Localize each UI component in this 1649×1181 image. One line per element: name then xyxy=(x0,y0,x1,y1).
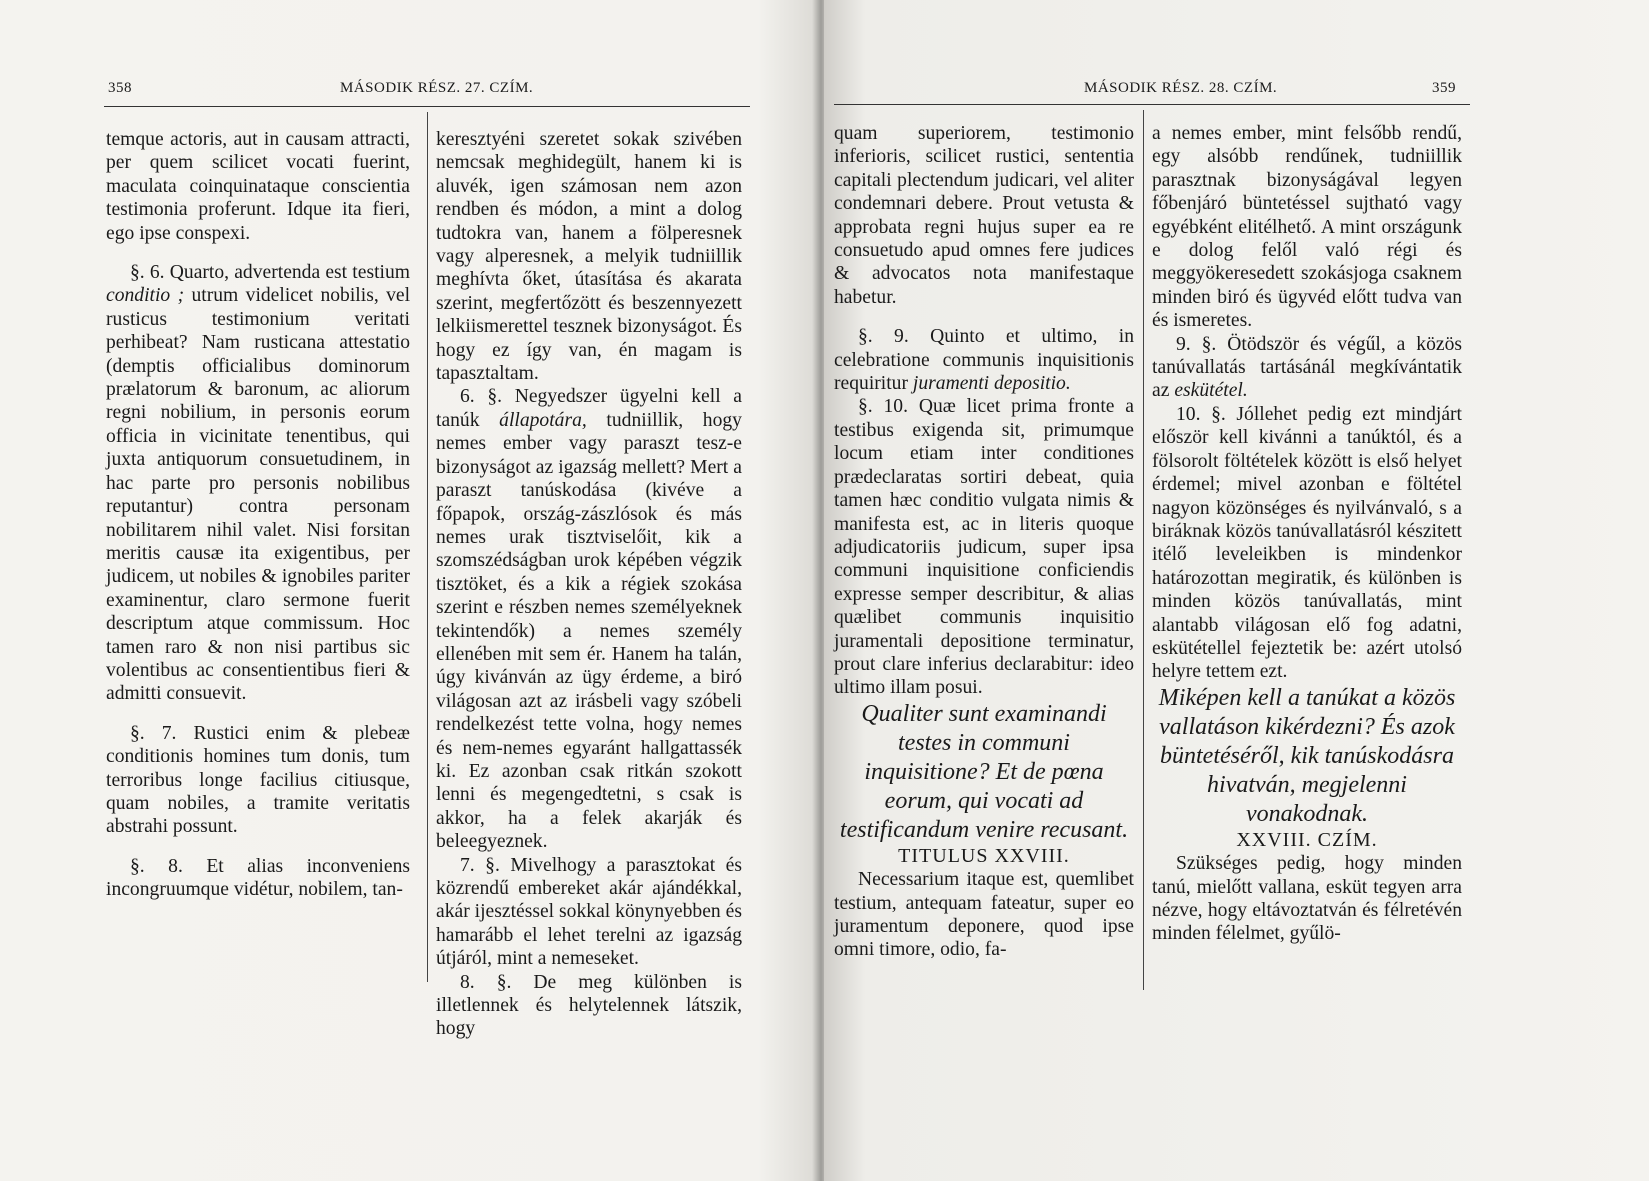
paragraph: Necessarium itaque est, quemlibet testium, antequam fateatur, super eo juramentum deponere, quod ipse omni timore, odio, fa- xyxy=(834,869,1134,961)
page-number: 359 xyxy=(1432,80,1456,96)
latin-column xyxy=(834,122,1134,962)
column-divider xyxy=(427,112,428,982)
chapter-heading: TITULUS XXVIII. xyxy=(898,844,1070,867)
paragraph: keresztyéni szeretet sokak szivében nemcsak meghidegült, hanem ki is aluvék, igen számosan nem azon rendben és módon, a mint a dolog tudtokra van, hanem a fölperesnek vagy alperesnek, a melyik tudniillik meghívta őket, útasítása és akarata szerint, megfertőzött és beszennyezett lelkiismerettel tesznek bizonyságot. És hogy ez így van, én magam is tapasztaltam. xyxy=(436,129,742,385)
section-title: Qualiter sunt examinandi testes in communi inquisitione? Et de pœna eorum, qui vocati ad testificandum venire recusant. xyxy=(839,700,1129,843)
hungarian-column xyxy=(436,128,742,1041)
latin-column xyxy=(106,128,410,902)
section-title: Miképen kell a tanúkat a közös vallatáson kikérdezni? És azok büntetéséről, kik tanúskodásra hivatván, megjelenni vonakodnak. xyxy=(1158,684,1456,827)
paragraph: §. 8. Et alias inconveniens incongruumque vidétur, nobilem, tan- xyxy=(106,855,410,901)
chapter-heading: XXVIII. CZÍM. xyxy=(1236,828,1378,851)
paragraph: quam superiorem, testimonio inferioris, scilicet rustici, sententia capitali plectendum judicari, vel aliter condemnari debere. Prout vetusta & approbata regni hujus super ea re consuetudo apud omnes fere judices & advocatos nota manifestaque habetur. xyxy=(834,123,1134,308)
running-head: MÁSODIK RÉSZ. 27. CZÍM. xyxy=(340,80,534,96)
page-number: 358 xyxy=(108,80,132,96)
running-head: MÁSODIK RÉSZ. 28. CZÍM. xyxy=(1084,80,1278,96)
paragraph: §. 10. Quæ licet prima fronte a testibus exigenda sit, primumque locum etiam inter conditiones prædeclaratas sortiri debeat, quia tamen hæc conditio vulgata nimis & manifesta est, ac in literis quoque adjudicatoriis judicum, super ipsa communi inquisitione conficiendis expresse semper describitur, & alias quælibet communis inquisitio juramentali depositione terminatur, prout clare inferius declarabitur: ideo ultimo illam posui. xyxy=(834,396,1134,699)
column-divider xyxy=(1143,110,1144,990)
paragraph: temque actoris, aut in causam attracti, per quem scilicet vocati fuerint, maculata coinquinataque conscientia testimonia proferunt. Idque ita fieri, ego ipse conspexi. xyxy=(106,129,410,244)
paragraph: 6. §. Negyedszer ügyelni kell a tanúk állapotára, tudniillik, hogy nemes ember vagy paraszt tesz-e bizonyságot az igazság mellett? Mert a paraszt tanúskodása (kivéve a főpapok, ország-zászlósok és más nemes urak tisztviselőit, kik a szomszédságban urok képében végzik tisztöket, és a kik a régiek szokása szerint e részben nemes személyeknek tekintendők) a nemes személy ellenében mit sem ér. Hanem ha talán, úgy kivánván az ügy érdeme, a biró világosan azt az irásbeli vagy szóbeli rendelkezést tette volna, hogy nemes és nem-nemes egyaránt hallgattassék ki. Ez azonban csak ritkán szokott lenni és megengedtetni, s csak is akkor, ha a felek akarják és beleegyeznek. xyxy=(436,386,742,853)
header-rule xyxy=(834,104,1470,105)
paragraph: Szükséges pedig, hogy minden tanú, mielőtt vallana, esküt tegyen arra nézve, hogy eltávoztatván és félretévén minden félelmet, gyűlö- xyxy=(1152,853,1462,945)
paragraph: §. 9. Quinto et ultimo, in celebratione communis inquisitionis requiritur juramenti depositio. xyxy=(834,326,1134,395)
paragraph: §. 7. Rustici enim & plebeæ conditionis homines tum donis, tum terroribus longe facilius citiusque, quam nobiles, a tramite veritatis abstrahi possunt. xyxy=(106,722,410,838)
paragraph: 10. §. Jóllehet pedig ezt mindjárt először kell kivánni a tanúktól, és a fölsorolt föltételek között is első helyet érdemel; mivel azonban e föltétel nagyon közönséges és nyilvánvaló, s a biráknak közös tanúvallatásról készitett itélő leveleikben is mindenkor határozottan megiratik, és különben is minden közös tanúvallatás, mint alantabb világosan elő fog adatni, eskütétellel fejeztetik be: azért utolsó helyre tettem ezt. xyxy=(1152,403,1462,683)
left-page xyxy=(0,0,824,1181)
paragraph: a nemes ember, mint felsőbb rendű, egy alsóbb rendűnek, tudniillik parasztnak bizonyságával legyen főbenjáró büntetéssel sujtható vagy egyébként elitélhető. A mint országunk e dolog felől való régi és meggyökeresedett szokásjoga csaknem minden biró és ügyvéd előtt tudva van és ismeretes. xyxy=(1152,123,1462,332)
header-rule xyxy=(104,106,750,107)
hungarian-column xyxy=(1152,122,1462,946)
right-page xyxy=(824,0,1649,1181)
paragraph: 9. §. Ötödször és végűl, a közös tanúvallatás tartásánál megkívántatik az eskütétel. xyxy=(1152,333,1462,402)
paragraph: 7. §. Mivelhogy a parasztokat és közrendű embereket akár ajándékkal, akár ijesztéssel sokkal könynyebben és hamarább el lehet terelni az igazság útjáról, mint a nemeseket. xyxy=(436,854,742,970)
paragraph: §. 6. Quarto, advertenda est testium conditio ; utrum videlicet nobilis, vel rusticus testimonium veritati perhibeat? Nam rusticana attestatio (demptis officialibus dominorum prælatorum & baronum, ac aliorum regni nobilium, in personis eorum officia in vicinitate tenentibus, qui juxta antiquorum consuetudinem, in hac parte pro personis nobilibus reputantur) contra personam nobilitarem nihil valet. Nisi forsitan meritis causæ ita exigentibus, per judicem, ut nobiles & ignobiles pariter examinentur, claro sermone fuerit descriptum atque commissum. Hoc tamen raro & non nisi partibus sic volentibus ac consentientibus fieri & admitti consuevit. xyxy=(106,262,411,705)
paragraph: 8. §. De meg különben is illetlennek és helytelennek látszik, hogy xyxy=(436,971,742,1040)
